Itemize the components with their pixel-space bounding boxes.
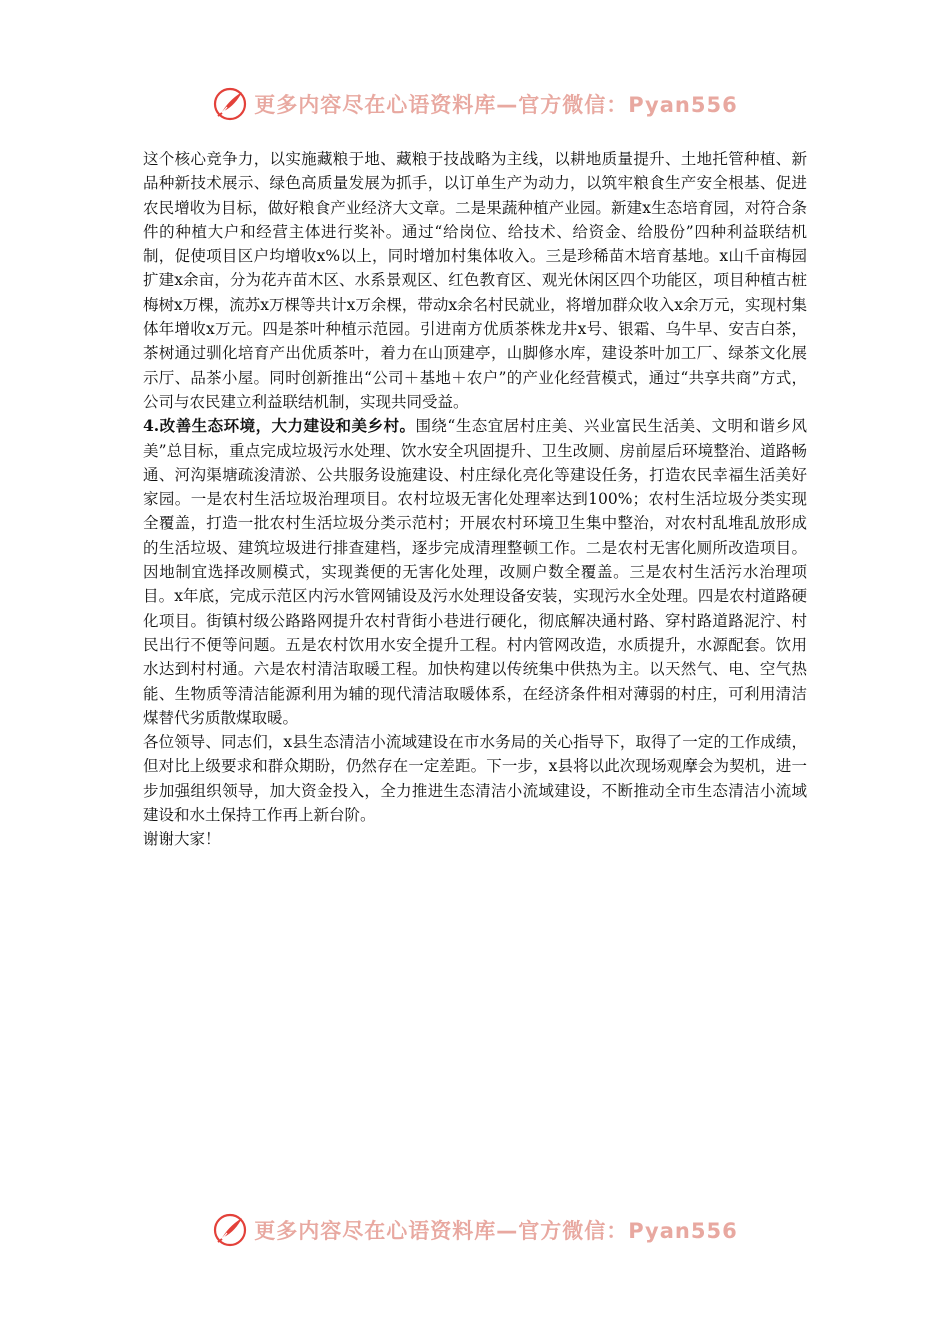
quill-pen-icon (212, 86, 248, 122)
section-heading: 4.改善生态环境，大力建设和美乡村。 (143, 416, 416, 436)
paragraph-agriculture: 这个核心竞争力，以实施藏粮于地、藏粮于技战略为主线，以耕地质量提升、土地托管种植、新品种新技术展示、绿色高质量发展为抓手，以订单生产为动力，以筑牢粮食生产安全根基、促进农民增收为目标，做好粮食产业经济大文章。二是果蔬种植产业园。新建x生态培育园，对符合条件的种植大户和经营主体进行奖补。通过“给岗位、给技术、给资金、给股份”四种利益联结机制，促使项目区户均增收x%以上，同时增加村集体收入。三是珍稀苗木培育基地。x山千亩梅园扩建x余亩，分为花卉苗木区、水系景观区、红色教育区、观光休闲区四个功能区，项目种植古桩梅树x万棵，流苏x万棵等共计x万余棵，带动x余名村民就业，将增加群众收入x余万元，实现村集体年增收x万元。四是茶叶种植示范园。引进南方优质茶株龙井x号、银霜、乌牛早、安吉白茶，茶树通过驯化培育产出优质茶叶，着力在山顶建亭，山脚修水库，建设茶叶加工厂、绿茶文化展示厅、品茶小屋。同时创新推出“公司＋基地＋农户”的产业化经营模式，通过“共享共商”方式，公司与农民建立利益联结机制，实现共同受益。 (143, 150, 807, 411)
document-body (143, 147, 807, 852)
paragraph-conclusion: 各位领导、同志们，x县生态清洁小流域建设在市水务局的关心指导下，取得了一定的工作成绩，但对比上级要求和群众期盼，仍然存在一定差距。下一步，x县将以此次现场观摩会为契机，进一步加强组织领导，加大资金投入，全力推进生态清洁小流域建设，不断推动全市生态清洁小流域建设和水土保持工作再上新台阶。 (143, 733, 807, 825)
watermark-text: 更多内容尽在心语资料库—官方微信：Pyan556 (254, 1219, 738, 1243)
footer-watermark (0, 1212, 950, 1248)
quill-pen-icon (212, 1212, 248, 1248)
header-watermark (0, 86, 950, 122)
paragraph-thanks: 谢谢大家！ (143, 830, 221, 849)
watermark-text: 更多内容尽在心语资料库—官方微信：Pyan556 (254, 93, 738, 117)
paragraph-ecology (143, 414, 807, 730)
paragraph-ecology-text: 围绕“生态宜居村庄美、兴业富民生活美、文明和谐乡风美”总目标，重点完成垃圾污水处理、饮水安全巩固提升、卫生改厕、房前屋后环境整治、道路畅通、河沟渠塘疏浚清淤、公共服务设施建设、村庄绿化亮化等建设任务，打造农民幸福生活美好家园。一是农村生活垃圾治理项目。农村垃圾无害化处理率达到100%；农村生活垃圾分类实现全覆盖，打造一批农村生活垃圾分类示范村；开展农村环境卫生集中整治，对农村乱堆乱放形成的生活垃圾、建筑垃圾进行排查建档，逐步完成清理整顿工作。二是农村无害化厕所改造项目。因地制宜选择改厕模式，实现粪便的无害化处理，改厕户数全覆盖。三是农村生活污水治理项目。x年底，完成示范区内污水管网铺设及污水处理设备安装，实现污水全处理。四是农村道路硬化项目。街镇村级公路路网提升农村背街小巷进行硬化，彻底解决通村路、穿村路道路泥泞、村民出行不便等问题。五是农村饮用水安全提升工程。村内管网改造，水质提升，水源配套。饮用水达到村村通。六是农村清洁取暖工程。加快构建以传统集中供热为主。以天然气、电、空气热能、生物质等清洁能源利用为辅的现代清洁取暖体系，在经济条件相对薄弱的村庄，可利用清洁煤替代劣质散煤取暖。 (143, 417, 807, 727)
